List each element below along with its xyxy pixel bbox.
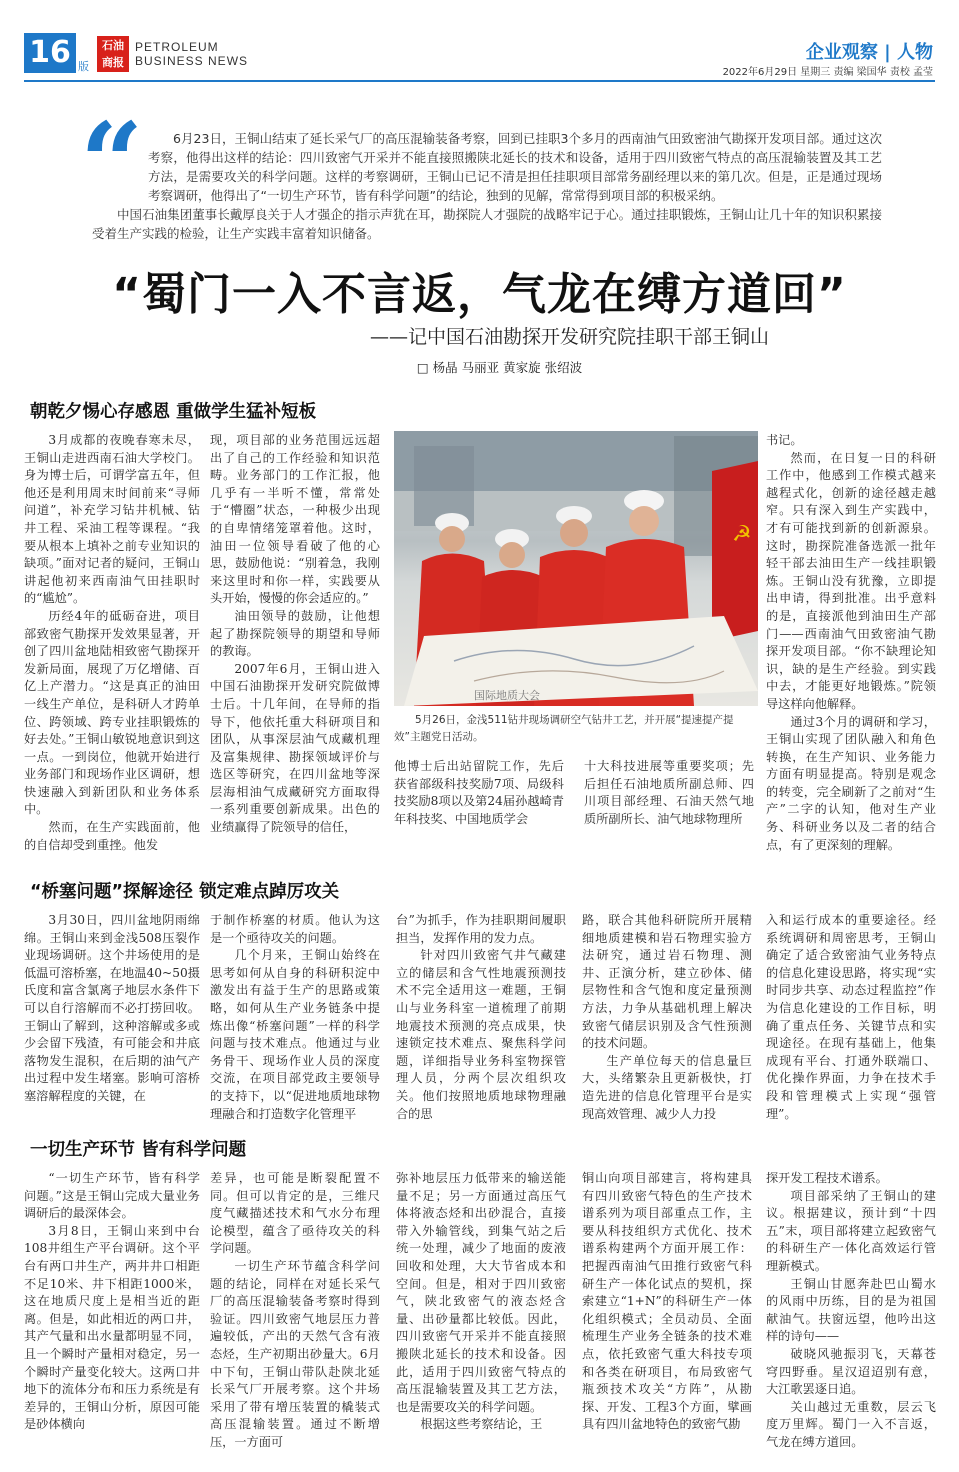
paragraph: 项目部采纳了王铜山的建议。根据建议，预计到“十四五”末，项目部将建立起致密气的科研生产一体化高效运行管理新模式。 bbox=[766, 1188, 936, 1273]
photo-caption: 5月26日，金浅511钻井现场调研空气钻井工艺，并开展“提速提产提效”主题党日活动。 bbox=[394, 714, 734, 743]
paragraph: 历经4年的砥砺奋进，项目部致密气勘探开发效果显著，开创了四川盆地陆相致密气勘探开发新局面，展现了万亿增储、百亿上产潜力。“这是真正的油田一线生产单位，是科研人才跨单位、跨领域、跨专业挂职锻炼的好去处。”王铜山敏锐地意识到这一点。一到岗位，他就开始进行业务部门和现场作业区调研，想快速融入到新团队和业务体系中。 bbox=[24, 608, 200, 817]
section3-column-1 bbox=[24, 1170, 200, 1460]
section2-column-4 bbox=[582, 912, 752, 1121]
section2-column-1 bbox=[24, 912, 200, 1112]
byline: □ 杨晶 马丽亚 黄家旋 张绍波 bbox=[416, 360, 583, 375]
paragraph: 十大科技进展等重要奖项；先后担任石油地质所副总师、四川项目部经理、石油天然气地质所副所长、油气地球物理所 bbox=[584, 759, 754, 826]
paragraph: 2007年6月，王铜山进入中国石油勘探开发研究院做博士后。十几年间，在导师的指导下，他依托重大科研项目和团队，从事深层油气成藏机理及富集规律、勘探领域评价与选区等研究，在四川盆地等深层海相油气成藏研究方面取得一系列重要创新成果。出色的业绩赢得了院领导的信任， bbox=[210, 661, 380, 835]
paragraph: 入和运行成本的重要途径。经系统调研和周密思考，王铜山确定了适合致密油气业务特点的信息化建设思路，将实现“实时同步共享、动态过程监控”作为信息化建设的工作目标，明确了重点任务、关键节点和实现途径。在现有基础上，他集成现有平台、打通外联端口、优化操作界面，力争在技术手段和管理模式上实现“强管理”。 bbox=[766, 913, 936, 1121]
poem-line: 破晓风驰振羽飞，天幕苍穹四野垂。星汉迢迢别有意，大江歌罢逐日追。 bbox=[766, 1346, 936, 1397]
section-title: 企业观察 | 人物 bbox=[805, 42, 933, 63]
article-photo bbox=[394, 431, 758, 706]
paragraph: 3月30日，四川盆地阴雨绵绵。王铜山来到金浅508压裂作业现场调研。这个井场使用的是低温可溶桥塞，在地温40~50摄氏度和富含氯离子地层水条件下可以自行溶解而不必打捞回收。王铜山了解到，这种溶解或多或少会留下残渣，有可能会和井底落物发生混积，在后期的油气产出过程中发生堵塞。影响可溶桥塞溶解程度的关键，在 bbox=[24, 913, 200, 1103]
paragraph: 3月成都的夜晚春寒未尽，王铜山走进西南石油大学校门。身为博士后，可谓学富五年，但他还是利用周末时间前来“寻师问道”，补充学习钻井机械、钻井工程、采油工程等课程。“我要从根本上填补之前专业知识的缺项。”面对记者的疑问，王铜山讲起他初来西南油气田挂职时的“尴尬”。 bbox=[24, 433, 200, 606]
paragraph: 一切生产环节蕴含科学问题的结论，同样在对延长采气厂的高压混输装备考察时得到验证。四川致密气地层压力普遍较低，产出的天然气含有液态烃，生产初期出砂量大。6月中下旬，王铜山带队赴陕北延长采气厂开展考察。这个井场采用了带有增压装置的橇装式高压混输装置。通过不断增压，一方面可 bbox=[210, 1258, 380, 1449]
paragraph: 差异，也可能是断裂配置不同。但可以肯定的是，三维尺度气藏描述技术和气水分布理论模型，蕴含了亟待攻关的科学问题。 bbox=[210, 1171, 380, 1256]
paragraph: 根据这些考察结论，王 bbox=[420, 1417, 543, 1432]
svg-text:☭: ☭ bbox=[732, 522, 752, 547]
lead-paragraph-2: 中国石油集团董事长戴厚良关于人才强企的指示声犹在耳，勘探院人才强院的战略牢记于心。通过挂职锻炼，王铜山让几十年的知识积累接受着生产实践的检验，让生产实践丰富着知识储备。 bbox=[92, 207, 882, 241]
paragraph: 书记。 bbox=[766, 433, 803, 447]
page-header bbox=[0, 0, 959, 80]
paragraph: 王铜山甘愿奔赴巴山蜀水的风雨中历练，目的是为祖国献油气。扶窗远望，他吟出这样的诗句—— bbox=[766, 1276, 936, 1344]
section-heading-1: 朝乾夕惕心存感恩 重做学生猛补短板 bbox=[30, 402, 317, 422]
section3-column-2 bbox=[210, 1170, 380, 1460]
paragraph: 台”为抓手，作为挂职期间履职担当，发挥作用的发力点。 bbox=[396, 913, 566, 945]
section3-column-4 bbox=[582, 1170, 752, 1460]
section2-column-2 bbox=[210, 912, 380, 1121]
header-rule bbox=[24, 80, 935, 82]
photo-illustration bbox=[394, 431, 758, 706]
paragraph: 路，联合其他科研院所开展精细地质建模和岩石物理实验方法研究，通过岩石物理、测井、正演分析，建立砂体、储层物性和含气饱和度定量预测方法，力争从基础机理上解决致密气储层识别及含气性预测的技术问题。 bbox=[582, 913, 752, 1051]
quote-mark-icon: “ bbox=[80, 98, 144, 227]
paragraph: 于制作桥塞的材质。他认为这是一个亟待攻关的问题。 bbox=[210, 913, 380, 945]
publication-name-line2: BUSINESS NEWS bbox=[135, 54, 249, 68]
poem-line: 关山越过无重数，层云飞度万里辉。蜀门一入不言返，气龙在缚方道回。 bbox=[766, 1399, 936, 1449]
dateline: 2022年6月29日 星期三 责编 梁国华 责校 孟莹 bbox=[722, 67, 933, 78]
paragraph: 几个月来，王铜山始终在思考如何从自身的科研积淀中激发出有益于生产的思路或策略，如何从生产业务链条中提炼出像“桥塞问题”一样的科学问题与技术难点。他通过与业务骨干、现场作业人员的深度交流，在项目部党政主要领导的支持下，以“促进地质地球物理融合和打造数字化管理平 bbox=[210, 948, 380, 1121]
paragraph: 铜山向项目部建言，将构建具有四川致密气特色的生产技术谱系列为项目部重点工作，主要从科技组织方式优化、技术谱系构建两个方面开展工作：把握西南油气田推行致密气科研生产一体化试点的契机，探索建立“1+N”的科研生产一体化组织模式；全员动员、全面梳理生产业务全链条的技术难点，依托致密气重大科技专项和各类在研项目，布局致密气瓶颈技术攻关“方阵”，从勘探、开发、工程3个方面，擘画具有四川盆地特色的致密气勘 bbox=[582, 1171, 752, 1432]
section1-column-1 bbox=[24, 432, 200, 856]
lead-paragraph-1: 6月23日，王铜山结束了延长采气厂的高压混输装备考察，回到已挂职3个多月的西南油气田致密油气勘探开发项目部。通过这次考察，他得出这样的结论：四川致密气开采并不能直接照搬陕北延长的技术和设备，适用于四川致密气特点的高压混输装置及其工艺方法，是需要攻关的科学问题。这样的考察调研，王铜山已记不清是担任挂职项目部常务副经理以来的第几次。但是，正是通过现场考察调研，他得出了“一切生产环节，皆有科学问题”的结论，独到的见解，常常得到项目部的积极采纳。 bbox=[148, 131, 882, 203]
page-number: 16 bbox=[24, 33, 76, 73]
paragraph: 现，项目部的业务范围远远超出了自己的工作经验和知识范畴。业务部门的工作汇报，他几乎有一半听不懂，常常处于“懵圈”状态，一种极少出现的自卑情绪笼罩着他。这时，油田一位领导看破了他的心思，鼓励他说：“别着急，我刚来这里时和你一样，实践要从头开始，慢慢的你会适应的。” bbox=[210, 433, 380, 606]
section1-column-3 bbox=[394, 758, 564, 858]
section1-column-4 bbox=[584, 758, 754, 858]
photo-sheet-text: 国际地质大会 bbox=[474, 689, 540, 702]
paragraph: “一切生产环节，皆有科学问题。”这是王铜山完成大量业务调研后的最深体会。 bbox=[24, 1171, 200, 1221]
paragraph: 生产单位每天的信息量巨大，头绪繁杂且更新极快，打造先进的信息化管理平台是实现高效管理、减少人力投 bbox=[582, 1053, 752, 1121]
section-heading-2: “桥塞问题”探解途径 锁定难点踔厉攻关 bbox=[30, 882, 340, 902]
paragraph: 弥补地层压力低带来的输送能量不足；另一方面通过高压气体将液态烃和出砂混合，直接带入外输管线，到集气站之后统一处理，减少了地面的废液回收和处理，大大节省成本和空间。但是，相对于四川致密气，陕北致密气的液态烃含量、出砂量都比较低。因此，四川致密气开采并不能直接照搬陕北延长的技术和设备。因此，适用于四川致密气特点的高压混输装置及其工艺方法，也是需要攻关的科学问题。 bbox=[396, 1171, 566, 1414]
publication-logo bbox=[97, 36, 129, 72]
paragraph: 通过3个月的调研和学习，王铜山实现了团队融入和角色转换，在生产知识、业务能力方面有明显提高。特别是观念的转变，完全刷新了之前对“生产”二字的认知，他对生产业务、科研业务以及二者的结合点，有了更深刻的理解。 bbox=[766, 714, 936, 852]
paragraph: 然而，在生产实践面前，他的自信却受到重挫。他发 bbox=[24, 820, 200, 852]
publication-name-line1: PETROLEUM bbox=[135, 40, 219, 54]
publication-name bbox=[135, 40, 248, 68]
lead-paragraphs bbox=[92, 129, 882, 243]
section3-column-5 bbox=[766, 1170, 936, 1460]
section3-column-3 bbox=[396, 1170, 566, 1460]
logo-text: 石油商报 bbox=[102, 39, 124, 69]
article-subtitle: ——记中国石油勘探开发研究院挂职干部王铜山 bbox=[369, 326, 769, 348]
section1-column-2 bbox=[210, 432, 380, 856]
paragraph: 针对四川致密气井气藏建立的储层和含气性地震预测技术不完全适用这一难题，王铜山与业务科室一道梳理了前期地震技术预测的亮点成果，快速锁定技术难点、聚焦科学问题，详细指导业务科室物探管理人员，分两个层次组织攻关。他们按照地质地球物理融合的思 bbox=[396, 948, 566, 1121]
paragraph: 他博士后出站留院工作，先后获省部级科技奖励7项、局级科技奖励8项以及第24届孙越崎青年科技奖、中国地质学会 bbox=[394, 759, 564, 826]
section2-column-3 bbox=[396, 912, 566, 1121]
paragraph: 探开发工程技术谱系。 bbox=[766, 1171, 888, 1185]
section2-column-5 bbox=[766, 912, 936, 1121]
paragraph: 油田领导的鼓励，让他想起了勘探院领导的期望和导师的教诲。 bbox=[210, 608, 380, 659]
paragraph: 3月8日，王铜山来到中台108井组生产平台调研。这个平台有两口井生产，两井井口相距不足10米、井下相距1000米，这在地质尺度上是相当近的距离。但是，如此相近的两口井，其产气量和出水量都明显不同，且一个瞬时产量相对稳定，另一个瞬时产量变化较大。这两口井地下的流体分布和压力系统是有差异的，王铜山分析，原因可能是砂体横向 bbox=[24, 1223, 200, 1432]
section-heading-3: 一切生产环节 皆有科学问题 bbox=[30, 1140, 247, 1160]
paragraph: 然而，在日复一日的科研工作中，他感到工作模式越来越程式化，创新的途径越走越窄。只有深入到生产实践中，才有可能找到新的创新源泉。这时，勘探院准备选派一批年轻干部去油田生产一线挂职锻炼。王铜山没有犹豫，立即提出申请，得到批准。出乎意料的是，直接派他到油田生产部门——西南油气田致密油气勘探开发项目部。“你不缺理论知识，缺的是生产经验。到实践中去，才能更好地锻炼。”院领导这样向他解释。 bbox=[766, 450, 936, 711]
page-suffix: 版 bbox=[78, 60, 89, 73]
section1-column-5 bbox=[766, 432, 936, 856]
article-title: “蜀门一入不言返，气龙在缚方道回” bbox=[112, 269, 847, 320]
